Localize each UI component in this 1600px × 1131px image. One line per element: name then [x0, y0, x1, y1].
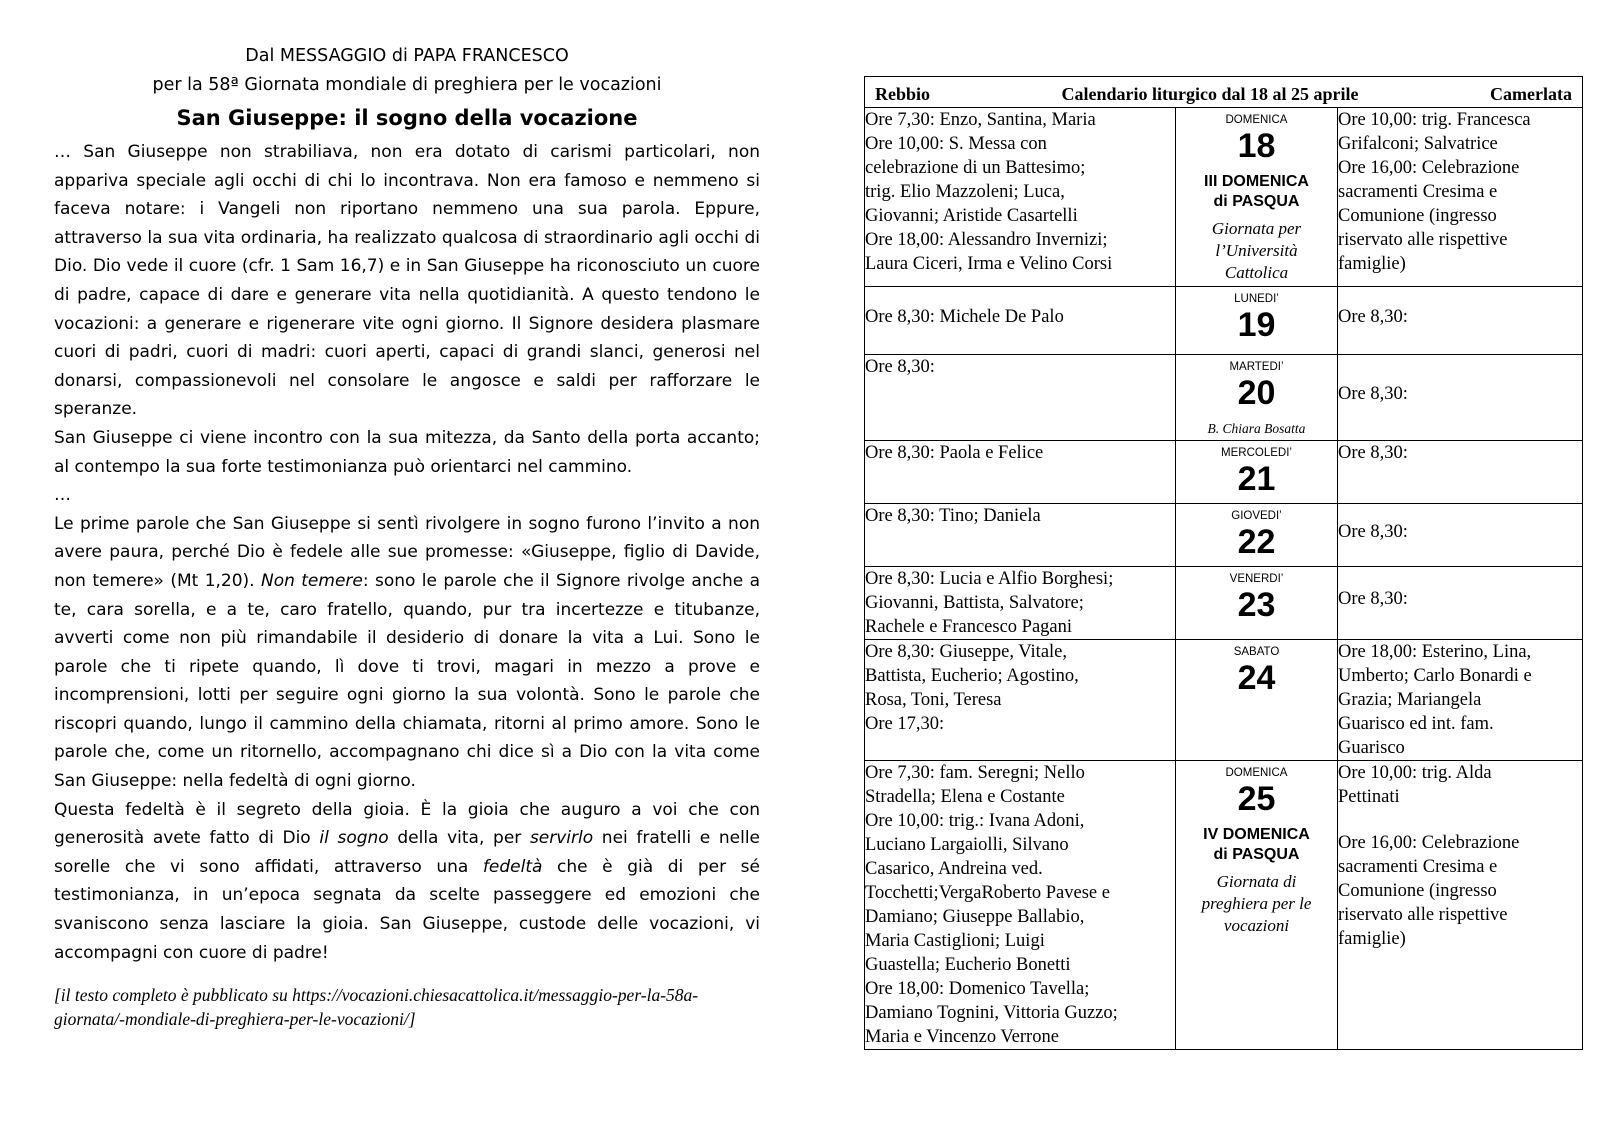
camerlata-line: Guarisco ed int. fam. — [1338, 714, 1494, 734]
day-number: 23 — [1237, 586, 1276, 624]
day-name: GIOVEDI’ — [1231, 510, 1282, 522]
day-name: MERCOLEDI’ — [1221, 447, 1292, 459]
camerlata-line: Umberto; Carlo Bonardi e — [1338, 666, 1532, 686]
feast-subtitle — [1176, 218, 1337, 284]
rebbio-line: Ore 7,30: fam. Seregni; Nello — [865, 763, 1085, 783]
camerlata-cell-20 — [1338, 355, 1583, 441]
camerlata-cell-18 — [1338, 108, 1583, 287]
camerlata-line: Guarisco — [1338, 738, 1405, 758]
day-cell-21 — [1176, 441, 1338, 504]
camerlata-lines — [1338, 355, 1582, 433]
rebbio-lines — [865, 640, 1175, 736]
rebbio-cell-22 — [865, 504, 1176, 567]
rebbio-line: Giovanni; Aristide Casartelli — [865, 206, 1078, 226]
camerlata-lines — [1338, 567, 1582, 631]
camerlata-line: famiglie) — [1338, 254, 1406, 274]
rebbio-line: Ore 8,30: Lucia e Alfio Borghesi; — [865, 569, 1114, 589]
day-name: DOMENICA — [1225, 767, 1288, 779]
day-number: 19 — [1237, 306, 1276, 344]
rebbio-cell-19 — [865, 287, 1176, 355]
camerlata-cell-23 — [1338, 567, 1583, 640]
ellipsis: … — [54, 485, 71, 506]
calendar-body — [865, 108, 1583, 1050]
rebbio-line: Casarico, Andreina ved. — [865, 859, 1043, 879]
camerlata-line: Ore 16,00: Celebrazione — [1338, 833, 1520, 853]
day-name: DOMENICA — [1225, 114, 1288, 126]
message-header — [54, 42, 760, 100]
camerlata-line: Comunione (ingresso — [1338, 206, 1497, 226]
camerlata-lines — [1338, 287, 1582, 347]
camerlata-line: Ore 8,30: — [1338, 589, 1408, 609]
camerlata-line: riservato alle rispettive — [1338, 905, 1508, 925]
paragraph-3-italic: Non temere — [260, 570, 363, 591]
camerlata-cell-19 — [1338, 287, 1583, 355]
day-number: 24 — [1237, 659, 1276, 697]
day-name: MARTEDI’ — [1229, 361, 1284, 373]
day-number: 21 — [1237, 460, 1276, 498]
rebbio-line: Ore 10,00: S. Messa con — [865, 134, 1047, 154]
paragraph-3-part-a: Le prime parole che San Giuseppe si sentì rivolgere in sogno furono l’invito a non avere paura, perché Dio è fedele alle sue promesse: «Giuseppe, figlio di Davide, non temere» (Mt 1,20). — [54, 513, 760, 591]
rebbio-lines — [865, 355, 1175, 379]
paragraph-4-part-b: della vita, per — [388, 828, 530, 849]
paragraph-4-italic-1: il sogno — [319, 828, 389, 849]
message-body — [54, 138, 760, 967]
calendar-row-20 — [865, 355, 1583, 441]
header-line-2: per la 58ª Giornata mondiale di preghiera per le vocazioni — [152, 75, 662, 95]
rebbio-lines — [865, 108, 1175, 276]
rebbio-line: Guastella; Eucherio Bonetti — [865, 955, 1071, 975]
calendar-header-row — [865, 77, 1583, 108]
camerlata-line: Ore 8,30: — [1338, 307, 1408, 327]
rebbio-line: Ore 8,30: — [865, 357, 935, 377]
rebbio-cell-23 — [865, 567, 1176, 640]
feast-subtitle-line: Cattolica — [1224, 263, 1289, 282]
calendar-row-19 — [865, 287, 1583, 355]
feast-title — [1176, 825, 1337, 865]
paragraph-1: … San Giuseppe non strabiliava, non era dotato di carismi particolari, non appariva speciale agli occhi di chi lo incontrava. Non era famoso e nemmeno si faceva notare: i Vangeli non riportano nemmeno una sua parola. Eppure, attraverso la sua vita ordinaria, ha realizzato qualcosa di straordinario agli occhi di Dio. Dio vede il cuore (cfr. 1 Sam 16,7) e in San Giuseppe ha riconosciuto un cuore di padre, capace di dare e generare vita nella quotidianità. A questo tendono le vocazioni: a generare e rigenerare vite ogni giorno. Il Signore desidera plasmare cuori di padri, cuori di madri: cuori aperti, capaci di grandi slanci, generosi nel donarsi, compassionevoli nel consolare le angosce e saldi per rafforzare le speranze. — [54, 142, 760, 420]
rebbio-lines — [865, 287, 1175, 347]
rebbio-lines — [865, 441, 1175, 465]
camerlata-cell-25 — [1338, 761, 1583, 1050]
camerlata-line: Grifalconi; Salvatrice — [1338, 134, 1498, 154]
camerlata-line: famiglie) — [1338, 929, 1406, 949]
rebbio-line: Ore 8,30: Paola e Felice — [865, 443, 1044, 463]
feast-line: di PASQUA — [1213, 846, 1300, 863]
camerlata-line: Pettinati — [1338, 787, 1400, 807]
camerlata-line: Ore 18,00: Esterino, Lina, — [1338, 642, 1532, 662]
rebbio-line: Ore 7,30: Enzo, Santina, Maria — [865, 110, 1096, 130]
rebbio-line: Ore 8,30: Michele De Palo — [865, 307, 1064, 327]
source-note: [il testo completo è pubblicato su https://vocazioni.chiesacattolica.it/messaggio-per-la-58a-giornata/-mondiale-di-preghiera-per-le-vocazioni/] — [54, 985, 699, 1030]
feast-line: IV DOMENICA — [1203, 826, 1310, 843]
rebbio-line: Stradella; Elena e Costante — [865, 787, 1065, 807]
camerlata-line: Ore 10,00: trig. Francesca — [1338, 110, 1531, 130]
rebbio-line: celebrazione di un Battesimo; — [865, 158, 1086, 178]
rebbio-cell-18 — [865, 108, 1176, 287]
message-column — [54, 42, 760, 1031]
calendar-row-18 — [865, 108, 1583, 287]
paragraph-4 — [54, 796, 760, 968]
rebbio-line: Laura Ciceri, Irma e Velino Corsi — [865, 254, 1113, 274]
camerlata-line: Ore 8,30: — [1338, 384, 1408, 404]
rebbio-line: Tocchetti;VergaRoberto Pavese e — [865, 883, 1110, 903]
calendar-row-23 — [865, 567, 1583, 640]
calendar-title: Calendario liturgico dal 18 al 25 aprile — [1061, 83, 1359, 104]
paragraph-4-part-a: Questa fedeltà è il segreto della gioia. È la gioia che auguro a voi che con generosità avete fatto di Dio — [54, 799, 760, 849]
day-cell-19 — [1176, 287, 1338, 355]
rebbio-lines — [865, 761, 1175, 1049]
day-cell-23 — [1176, 567, 1338, 640]
day-number: 18 — [1237, 127, 1276, 165]
calendar-right-label: Camerlata — [1490, 83, 1573, 104]
paragraph-4-part-c: nei fratelli e nelle sorelle che vi sono affidati, attraverso una — [54, 828, 760, 877]
day-name: LUNEDI’ — [1234, 293, 1279, 305]
feast-subtitle-line: Giornata di — [1216, 872, 1297, 891]
camerlata-gap — [1338, 809, 1582, 831]
day-cell-22 — [1176, 504, 1338, 567]
rebbio-line: Battista, Eucherio; Agostino, — [865, 666, 1079, 686]
header-line-1: Dal MESSAGGIO di PAPA FRANCESCO — [245, 46, 569, 66]
rebbio-cell-20 — [865, 355, 1176, 441]
camerlata-lines — [1338, 108, 1582, 276]
day-number: 25 — [1237, 780, 1276, 818]
day-cell-20 — [1176, 355, 1338, 441]
camerlata-line: Comunione (ingresso — [1338, 881, 1497, 901]
camerlata-lines — [1338, 504, 1582, 559]
feast-subtitle-line: preghiera per le — [1201, 894, 1312, 913]
rebbio-lines — [865, 567, 1175, 639]
camerlata-line: Ore 8,30: — [1338, 521, 1408, 542]
rebbio-line: Maria e Vincenzo Verrone — [865, 1027, 1059, 1047]
feast-subtitle-line: Giornata per — [1211, 219, 1302, 238]
rebbio-line: Rosa, Toni, Teresa — [865, 690, 1002, 710]
rebbio-line: Ore 8,30: Tino; Daniela — [865, 506, 1041, 526]
camerlata-cell-24 — [1338, 640, 1583, 761]
rebbio-line: Luciano Largaiolli, Silvano — [865, 835, 1069, 855]
paragraph-2: San Giuseppe ci viene incontro con la sua mitezza, da Santo della porta accanto; al contempo la sua forte testimonianza può orientarci nel cammino. — [54, 427, 760, 477]
rebbio-line: Maria Castiglioni; Luigi — [865, 931, 1045, 951]
rebbio-line: trig. Elio Mazzoleni; Luca, — [865, 182, 1065, 202]
calendar-left-label: Rebbio — [875, 83, 931, 104]
feast-line: di PASQUA — [1213, 193, 1300, 210]
rebbio-lines — [865, 504, 1175, 528]
rebbio-line: Damiano; Giuseppe Ballabio, — [865, 907, 1085, 927]
rebbio-cell-24 — [865, 640, 1176, 761]
day-number: 22 — [1237, 523, 1276, 561]
camerlata-line: Ore 10,00: trig. Alda — [1338, 763, 1492, 783]
calendar-row-21 — [865, 441, 1583, 504]
day-cell-24 — [1176, 640, 1338, 761]
rebbio-line: Giovanni, Battista, Salvatore; — [865, 593, 1084, 613]
rebbio-line: Ore 18,00: Alessandro Invernizi; — [865, 230, 1108, 250]
rebbio-line: Damiano Tognini, Vittoria Guzzo; — [865, 1003, 1118, 1023]
feast-subtitle — [1176, 871, 1337, 937]
paragraph-3-part-b: : sono le parole che il Signore rivolge anche a te, cara sorella, e a te, caro fratello, quando, pur tra incertezze e titubanze, avverti come non più rimandabile il desiderio di donare la vita a Lui. Sono le parole che ti ripete quando, lì dove ti trovi, magari in mezzo a prove e incomprensioni, lotti per seguire ogni giorno la sua volontà. Sono le parole che riscopri quando, lungo il cammino della chiamata, ritorni al primo amore. Sono le parole che, come un ritornello, accompagnano chi dice sì a Dio con la vita come San Giuseppe: nella fedeltà di ogni giorno. — [54, 570, 761, 792]
camerlata-line: sacramenti Cresima e — [1338, 182, 1498, 202]
rebbio-line: Ore 10,00: trig.: Ivana Adoni, — [865, 811, 1085, 831]
calendar-row-25 — [865, 761, 1583, 1050]
camerlata-line: riservato alle rispettive — [1338, 230, 1508, 250]
camerlata-line: Grazia; Mariangela — [1338, 690, 1482, 710]
camerlata-lines — [1338, 761, 1582, 951]
paragraph-4-italic-3: fedeltà — [482, 856, 543, 877]
saint-name: B. Chiara Bosatta — [1207, 421, 1306, 436]
feast-subtitle-line: vocazioni — [1223, 916, 1290, 935]
message-title: San Giuseppe: il sogno della vocazione — [176, 106, 638, 130]
paragraph-3 — [54, 510, 760, 796]
camerlata-line: sacramenti Cresima e — [1338, 857, 1498, 877]
camerlata-lines — [1338, 441, 1582, 465]
camerlata-cell-22 — [1338, 504, 1583, 567]
calendar-table — [864, 76, 1583, 1050]
day-cell-25 — [1176, 761, 1338, 1050]
rebbio-cell-21 — [865, 441, 1176, 504]
paragraph-4-part-d: che è già di per sé testimonianza, in un’epoca segnata da scelte passeggere ed emozioni che svaniscono senza lasciare la gioia. San Giuseppe, custode delle vocazioni, vi accompagni con cuore di padre! — [54, 856, 761, 963]
day-number: 20 — [1237, 374, 1276, 412]
camerlata-cell-21 — [1338, 441, 1583, 504]
rebbio-line: Ore 17,30: — [865, 714, 945, 734]
rebbio-line: Ore 8,30: Giuseppe, Vitale, — [865, 642, 1068, 662]
camerlata-line: Ore 8,30: — [1338, 443, 1408, 463]
rebbio-line: Ore 18,00: Domenico Tavella; — [865, 979, 1090, 999]
feast-title — [1176, 172, 1337, 212]
camerlata-lines — [1338, 640, 1582, 760]
calendar-row-24 — [865, 640, 1583, 761]
rebbio-cell-25 — [865, 761, 1176, 1050]
camerlata-line: Ore 16,00: Celebrazione — [1338, 158, 1520, 178]
calendar-row-22 — [865, 504, 1583, 567]
paragraph-4-italic-2: servirlo — [529, 828, 594, 849]
day-cell-18 — [1176, 108, 1338, 287]
day-name: VENERDI’ — [1229, 573, 1284, 585]
feast-subtitle-line: l’Università — [1215, 241, 1298, 260]
feast-line: III DOMENICA — [1204, 173, 1309, 190]
rebbio-line: Rachele e Francesco Pagani — [865, 617, 1073, 637]
day-name: SABATO — [1233, 646, 1280, 658]
